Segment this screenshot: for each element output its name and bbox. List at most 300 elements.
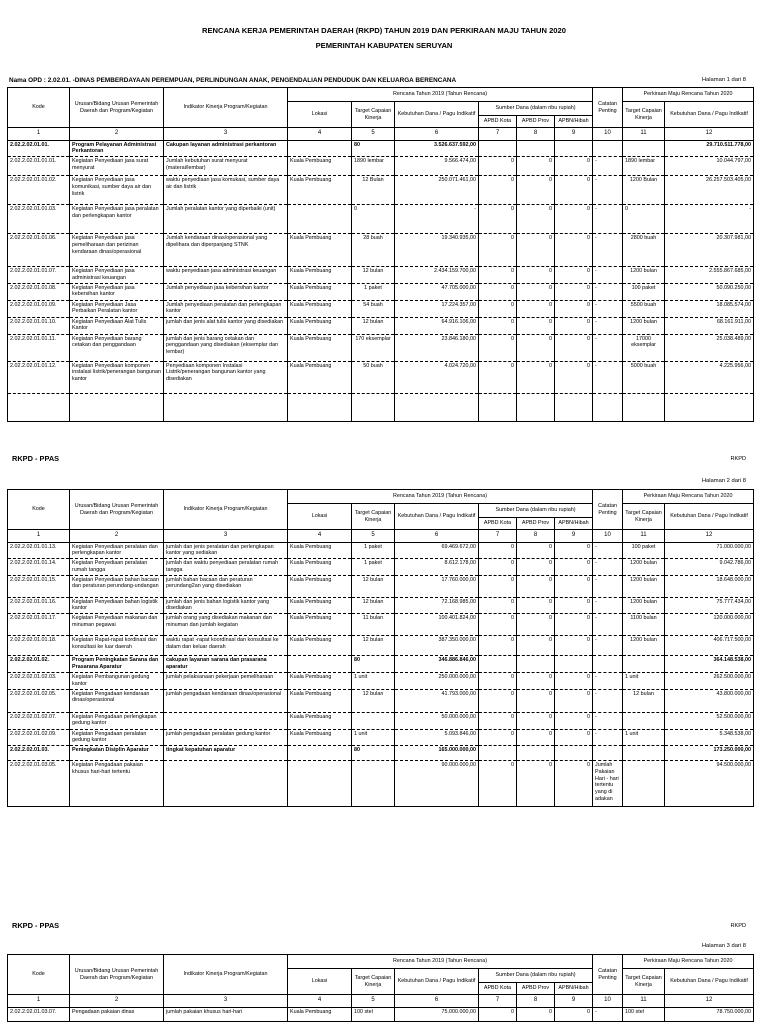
row-pagu: 250.071.461,00 xyxy=(395,176,479,205)
row-pagu-2020: 68.161.911,00 xyxy=(665,317,754,334)
col-header-catatan: Catatan Penting xyxy=(593,88,623,128)
page-number: Halaman 2 dari 8 xyxy=(701,478,746,484)
row-apbd-kota: 0 xyxy=(479,575,517,597)
row-apbn-hibah: 0 xyxy=(555,729,593,746)
row-target: 1 paket xyxy=(352,542,395,559)
row-lokasi: Kuala Pembuang xyxy=(288,712,352,729)
column-number: 8 xyxy=(517,530,555,543)
row-pagu: - xyxy=(395,205,479,234)
column-number: 1 xyxy=(8,128,70,141)
row-apbd-kota: 0 xyxy=(479,673,517,690)
row-uraian: Pengadaan pakaian dinas xyxy=(70,1007,164,1021)
row-apbn-hibah: 0 xyxy=(555,334,593,361)
row-pagu-2020: 173.250.000,00 xyxy=(665,746,754,761)
row-apbn-hibah: 0 xyxy=(555,317,593,334)
row-catatan xyxy=(593,140,623,157)
row-pagu: 90.000.000,00 xyxy=(395,761,479,807)
empty-cell xyxy=(395,393,479,421)
col-header-kebutuhan: Kebutuhan Dana / Pagu Indikatif xyxy=(395,969,479,995)
row-kode: 2.02.2.02.01.01.08. xyxy=(8,283,70,300)
col-header-target: Target Capaian Kinerja xyxy=(352,969,395,995)
row-apbd-prov: 0 xyxy=(517,575,555,597)
row-catatan: - xyxy=(593,559,623,576)
row-kode: 2.02.2.02.01.03.07. xyxy=(8,1007,70,1021)
row-indikator: jumlah dan waktu penyediaan peralatan rumah tangga xyxy=(164,559,288,576)
table-row xyxy=(8,746,754,761)
row-pagu-2020: 120.000.000,00 xyxy=(665,614,754,636)
row-target xyxy=(352,761,395,807)
row-pagu: 165.000.000,00 xyxy=(395,746,479,761)
row-target: 80 xyxy=(352,140,395,157)
row-lokasi: Kuala Pembuang xyxy=(288,673,352,690)
row-target-2020: 17000 eksemplar xyxy=(623,334,665,361)
row-catatan: - xyxy=(593,267,623,284)
row-apbd-prov: 0 xyxy=(517,761,555,807)
row-pagu-2020: 364.148.538,00 xyxy=(665,656,754,673)
table-row xyxy=(8,234,754,267)
row-catatan: - xyxy=(593,157,623,176)
row-uraian: Kegiatan Pengadaan peralatan gedung kantor xyxy=(70,729,164,746)
row-target-2020: 1200 bulan xyxy=(623,575,665,597)
column-number: 5 xyxy=(352,995,395,1008)
row-catatan: - xyxy=(593,673,623,690)
column-number: 9 xyxy=(555,128,593,141)
row-apbd-kota: 0 xyxy=(479,283,517,300)
row-apbd-prov xyxy=(517,656,555,673)
table-row xyxy=(8,283,754,300)
row-pagu: 346.886.846,00 xyxy=(395,656,479,673)
row-pagu: 19.340.935,00 xyxy=(395,234,479,267)
table-row xyxy=(8,689,754,712)
row-apbd-kota: 0 xyxy=(479,729,517,746)
col-header-apbd-kota: APBD Kota xyxy=(479,116,517,128)
row-target-2020: 1200 bulan xyxy=(623,597,665,614)
row-lokasi: Kuala Pembuang xyxy=(288,157,352,176)
opd-name: Nama OPD : 2.02.01. -DINAS PEMBERDAYAAN PEREMPUAN, PERLINDUNGAN ANAK, PENGENDALIAN PENDUDUK DAN KELUARGA BERENCANA xyxy=(9,77,457,84)
row-indikator: jumlah pengadaan peralatan gedung kantor xyxy=(164,729,288,746)
row-target-2020: 1200 bulan xyxy=(623,559,665,576)
row-uraian: Kegiatan Penyediaan jasa komunikasi, sumber daya air dan listrik xyxy=(70,176,164,205)
table-row xyxy=(8,205,754,234)
col-header-urusan: Urusan/Bidang Urusan Pemerintah Daerah dan Program/Kegiatan xyxy=(70,955,164,995)
table-row xyxy=(8,712,754,729)
row-pagu-2020: 18.085.574,00 xyxy=(665,300,754,317)
row-uraian: Kegiatan Penyediaan jasa administrasi keuangan xyxy=(70,267,164,284)
row-apbd-kota: 0 xyxy=(479,361,517,393)
col-header-target-2020: Target Capaian Kinerja xyxy=(623,102,665,128)
row-kode: 2.02.2.02.01.03. xyxy=(8,746,70,761)
row-uraian: Kegiatan Penyediaan jasa surat menyurat xyxy=(70,157,164,176)
col-header-lokasi: Lokasi xyxy=(288,969,352,995)
row-pagu-2020: 78.750.000,00 xyxy=(665,1007,754,1021)
row-apbn-hibah: 0 xyxy=(555,300,593,317)
row-kode: 2.02.2.02.01.02. xyxy=(8,656,70,673)
row-apbd-prov: 0 xyxy=(517,614,555,636)
row-target-2020: 1200 Bulan xyxy=(623,176,665,205)
row-target: 100 stel xyxy=(352,1007,395,1021)
empty-cell xyxy=(70,393,164,421)
col-header-kebutuhan-2020: Kebutuhan Dana / Pagu Indikatif xyxy=(665,504,754,530)
row-apbd-kota: 0 xyxy=(479,761,517,807)
row-catatan: - xyxy=(593,205,623,234)
row-indikator: jumlah dan jenis barang cetakan dan penggandaan yang disediakan (eksemplar dan lembar) xyxy=(164,334,288,361)
row-apbn-hibah: 0 xyxy=(555,176,593,205)
row-target: 12 bulan xyxy=(352,597,395,614)
row-indikator: jumlah dan jenis alat tulis kantor yang disediakan xyxy=(164,317,288,334)
row-pagu-2020: 26.257.503.405,00 xyxy=(665,176,754,205)
row-lokasi: Kuala Pembuang xyxy=(288,575,352,597)
row-catatan: - xyxy=(593,689,623,712)
row-uraian: Kegiatan Penyediaan Jasa Perbaikan Peralatan kantor xyxy=(70,300,164,317)
row-apbd-kota: 0 xyxy=(479,317,517,334)
row-apbd-prov: 0 xyxy=(517,542,555,559)
table-row xyxy=(8,597,754,614)
row-kode: 2.02.2.02.01.02.03. xyxy=(8,673,70,690)
row-pagu: 64.916.106,00 xyxy=(395,317,479,334)
row-uraian: Kegiatan Penyediaan bahan logistik kantor xyxy=(70,597,164,614)
row-indikator xyxy=(164,712,288,729)
col-header-apbn-hibah: APBN/Hibah xyxy=(555,116,593,128)
row-pagu-2020: 9.042.786,00 xyxy=(665,559,754,576)
col-header-sumber-dana: Sumber Dana (dalam ribu rupiah) xyxy=(479,504,593,518)
column-number: 10 xyxy=(593,995,623,1008)
column-number: 2 xyxy=(70,128,164,141)
row-apbd-prov: 0 xyxy=(517,334,555,361)
row-apbn-hibah: 0 xyxy=(555,361,593,393)
col-header-perkiraan-2020: Perkiraan Maju Rencana Tahun 2020 xyxy=(623,88,754,102)
table-row xyxy=(8,542,754,559)
row-apbd-kota: 0 xyxy=(479,267,517,284)
table-row xyxy=(8,614,754,636)
rkpd-table-page-2 xyxy=(7,489,754,807)
row-pagu-2020: - xyxy=(665,205,754,234)
row-pagu-2020: 29.710.511.778,00 xyxy=(665,140,754,157)
row-uraian: Program Peningkatan Sarana dan Prasarana Aparatur xyxy=(70,656,164,673)
row-uraian: Program Pelayanan Administrasi Perkantoran xyxy=(70,140,164,157)
row-pagu: 9.566.474,00 xyxy=(395,157,479,176)
column-number: 7 xyxy=(479,128,517,141)
col-header-kebutuhan-2020: Kebutuhan Dana / Pagu Indikatif xyxy=(665,969,754,995)
row-uraian: Kegiatan Penyediaan bahan bacaan dan peraturan perundang-undangan xyxy=(70,575,164,597)
row-apbn-hibah: 0 xyxy=(555,575,593,597)
empty-cell xyxy=(352,393,395,421)
row-pagu-2020: 52.500.000,00 xyxy=(665,712,754,729)
row-kode: 2.02.2.02.01.01.18. xyxy=(8,636,70,656)
row-indikator: jumlah bahan bacaan dan peraturan perundang2an yang disediakan xyxy=(164,575,288,597)
row-target: 12 bulan xyxy=(352,575,395,597)
row-target: 1890 lembar xyxy=(352,157,395,176)
column-number: 4 xyxy=(288,530,352,543)
col-header-target: Target Capaian Kinerja xyxy=(352,504,395,530)
row-target xyxy=(352,712,395,729)
empty-cell xyxy=(8,393,70,421)
empty-cell xyxy=(593,393,623,421)
column-number: 8 xyxy=(517,128,555,141)
row-indikator: jumlah dan jenis bahan logistik kantor yang disediakan xyxy=(164,597,288,614)
col-header-apbd-prov: APBD Prov xyxy=(517,983,555,995)
row-target: 1 unit xyxy=(352,673,395,690)
row-pagu-2020: 262.500.000,00 xyxy=(665,673,754,690)
row-target-2020: 5500 buah xyxy=(623,300,665,317)
row-lokasi: Kuala Pembuang xyxy=(288,542,352,559)
row-apbn-hibah: 0 xyxy=(555,761,593,807)
row-uraian: Kegiatan Pembangunan gedung kantor xyxy=(70,673,164,690)
col-header-indikator: Indikator Kinerja Program/Kegiatan xyxy=(164,88,288,128)
row-indikator: jumlah pelaksanaan pekerjaan pemeliharaan xyxy=(164,673,288,690)
row-kode: 2.02.2.02.01.01.06. xyxy=(8,234,70,267)
row-apbd-prov: 0 xyxy=(517,205,555,234)
row-pagu: 2.434.159.700,00 xyxy=(395,267,479,284)
row-apbd-kota xyxy=(479,140,517,157)
row-lokasi: Kuala Pembuang xyxy=(288,334,352,361)
row-lokasi: Kuala Pembuang xyxy=(288,361,352,393)
row-apbn-hibah: 0 xyxy=(555,636,593,656)
row-pagu-2020: 406.717.500,00 xyxy=(665,636,754,656)
row-apbn-hibah: 0 xyxy=(555,234,593,267)
row-apbd-prov: 0 xyxy=(517,636,555,656)
row-target: 1 paket xyxy=(352,559,395,576)
column-number: 4 xyxy=(288,995,352,1008)
row-apbd-prov: 0 xyxy=(517,234,555,267)
row-pagu: 5.093.846,00 xyxy=(395,729,479,746)
row-indikator: Penyediaan komponen Instalasi Listrik/penerangan bangunan kantor yang disediakan xyxy=(164,361,288,393)
row-apbd-kota: 0 xyxy=(479,234,517,267)
row-target-2020: 100 stel xyxy=(623,1007,665,1021)
table-row xyxy=(8,636,754,656)
row-apbn-hibah: 0 xyxy=(555,597,593,614)
row-target-2020: 1200 bulan xyxy=(623,267,665,284)
table-row xyxy=(8,176,754,205)
row-indikator: Jumlah peralatan kantor yang diperbaiki (unit) xyxy=(164,205,288,234)
row-target-2020: 100 paket xyxy=(623,542,665,559)
row-kode: 2.02.2.02.01.01.12. xyxy=(8,361,70,393)
row-apbn-hibah: 0 xyxy=(555,1007,593,1021)
col-header-catatan: Catatan Penting xyxy=(593,955,623,995)
row-pagu-2020: 2.555.867.685,00 xyxy=(665,267,754,284)
empty-cell xyxy=(288,393,352,421)
rkpd-table-page-3 xyxy=(7,954,754,1022)
row-pagu: 47.705.000,00 xyxy=(395,283,479,300)
row-pagu-2020: 94.500.000,00 xyxy=(665,761,754,807)
row-target-2020 xyxy=(623,761,665,807)
col-header-kebutuhan: Kebutuhan Dana / Pagu Indikatif xyxy=(395,504,479,530)
row-pagu: 100.401.824,00 xyxy=(395,614,479,636)
col-header-apbd-prov: APBD Prov xyxy=(517,518,555,530)
row-uraian: Kegiatan Penyediaan jasa pemeliharaan dan perizinan kendaraan dinas/operasional xyxy=(70,234,164,267)
table-row xyxy=(8,656,754,673)
row-apbd-kota: 0 xyxy=(479,157,517,176)
row-catatan xyxy=(593,656,623,673)
row-target: 80 xyxy=(352,656,395,673)
row-lokasi xyxy=(288,746,352,761)
row-catatan: - xyxy=(593,712,623,729)
row-lokasi: Kuala Pembuang xyxy=(288,729,352,746)
col-header-rencana-2019: Rencana Tahun 2019 (Tahun Rencana) xyxy=(288,955,593,969)
table-row xyxy=(8,761,754,807)
column-number: 12 xyxy=(665,995,754,1008)
col-header-apbd-kota: APBD Kota xyxy=(479,983,517,995)
column-number: 3 xyxy=(164,530,288,543)
row-indikator: Jumlah kebutuhan surat menyurat (materai/lembar) xyxy=(164,157,288,176)
col-header-target-2020: Target Capaian Kinerja xyxy=(623,969,665,995)
row-apbd-prov: 0 xyxy=(517,300,555,317)
row-pagu: 3.526.637.592,00 xyxy=(395,140,479,157)
row-lokasi: Kuala Pembuang xyxy=(288,283,352,300)
col-header-apbn-hibah: APBN/Hibah xyxy=(555,518,593,530)
row-target-2020: 12 bulan xyxy=(623,689,665,712)
col-header-indikator: Indikator Kinerja Program/Kegiatan xyxy=(164,490,288,530)
row-apbd-kota: 0 xyxy=(479,334,517,361)
row-pagu-2020: 25.038.489,00 xyxy=(665,334,754,361)
col-header-kode: Kode xyxy=(8,88,70,128)
row-apbd-prov xyxy=(517,140,555,157)
col-header-rencana-2019: Rencana Tahun 2019 (Tahun Rencana) xyxy=(288,490,593,504)
row-kode: 2.02.2.02.01.02.05. xyxy=(8,689,70,712)
row-target-2020: 1200 bulan xyxy=(623,636,665,656)
column-number: 10 xyxy=(593,128,623,141)
row-catatan: - xyxy=(593,636,623,656)
rkpd-table-page-1 xyxy=(7,87,754,422)
row-pagu: 17.760.000,00 xyxy=(395,575,479,597)
row-catatan: - xyxy=(593,334,623,361)
row-apbd-kota: 0 xyxy=(479,176,517,205)
column-number: 5 xyxy=(352,128,395,141)
row-target: 28 buah xyxy=(352,234,395,267)
empty-cell xyxy=(517,393,555,421)
row-catatan: - xyxy=(593,542,623,559)
row-pagu: 250.000.000,00 xyxy=(395,673,479,690)
row-pagu-2020: 20.307.981,00 xyxy=(665,234,754,267)
row-apbn-hibah: 0 xyxy=(555,614,593,636)
row-catatan: - xyxy=(593,361,623,393)
row-target-2020: 2800 buah xyxy=(623,234,665,267)
row-catatan: - xyxy=(593,614,623,636)
column-number: 7 xyxy=(479,995,517,1008)
row-apbn-hibah: 0 xyxy=(555,673,593,690)
row-apbd-kota: 0 xyxy=(479,1007,517,1021)
table-row xyxy=(8,673,754,690)
row-lokasi xyxy=(288,761,352,807)
row-apbd-prov xyxy=(517,746,555,761)
row-indikator: jumlah pengadaan kendaraan dinas/operasional xyxy=(164,689,288,712)
col-header-sumber-dana: Sumber Dana (dalam ribu rupiah) xyxy=(479,102,593,116)
empty-cell xyxy=(623,393,665,421)
footer-label: RKPD - PPAS xyxy=(12,921,60,930)
column-number: 12 xyxy=(665,128,754,141)
row-pagu: 75.000.000,00 xyxy=(395,1007,479,1021)
row-apbd-kota: 0 xyxy=(479,636,517,656)
row-uraian: Kegiatan Penyediaan peralatan dan perlengkapan kantor xyxy=(70,542,164,559)
row-apbn-hibah: 0 xyxy=(555,205,593,234)
row-uraian: Kegiatan Penyediaan peralatan rumah tangga xyxy=(70,559,164,576)
row-target: 170 eksemplar xyxy=(352,334,395,361)
row-lokasi: Kuala Pembuang xyxy=(288,267,352,284)
row-apbd-prov: 0 xyxy=(517,267,555,284)
column-number: 9 xyxy=(555,530,593,543)
row-apbn-hibah: 0 xyxy=(555,559,593,576)
col-header-sumber-dana: Sumber Dana (dalam ribu rupiah) xyxy=(479,969,593,983)
row-target-2020: 5000 buah xyxy=(623,361,665,393)
row-target-2020 xyxy=(623,712,665,729)
row-uraian: Kegiatan Penyediaan makanan dan minuman pegawai xyxy=(70,614,164,636)
row-apbd-kota xyxy=(479,656,517,673)
empty-cell xyxy=(665,393,754,421)
row-pagu: 41.793.000,00 xyxy=(395,689,479,712)
row-pagu-2020: 10.044.797,00 xyxy=(665,157,754,176)
row-kode: 2.02.2.02.01.01.16. xyxy=(8,597,70,614)
row-target: 12 bulan xyxy=(352,689,395,712)
row-pagu-2020: 50.090.250,00 xyxy=(665,283,754,300)
row-kode: 2.02.2.02.01.01.13. xyxy=(8,542,70,559)
row-pagu-2020: 43.800.000,00 xyxy=(665,689,754,712)
row-kode: 2.02.2.02.01.01.07. xyxy=(8,267,70,284)
row-kode: 2.02.2.02.01.01.10. xyxy=(8,317,70,334)
column-number: 11 xyxy=(623,128,665,141)
row-apbd-kota xyxy=(479,746,517,761)
row-catatan: - xyxy=(593,729,623,746)
col-header-target-2020: Target Capaian Kinerja xyxy=(623,504,665,530)
row-indikator: tingkat kepatuhan aparatur xyxy=(164,746,288,761)
row-kode: 2.02.2.02.01.01.11. xyxy=(8,334,70,361)
column-number: 1 xyxy=(8,530,70,543)
row-uraian: Kegiatan Pengadaan kendaraan dinas/operasional xyxy=(70,689,164,712)
row-apbd-prov: 0 xyxy=(517,673,555,690)
row-uraian: Kegiatan Penyediaan komponen instalasi listrik/penerangan bangunan kantor xyxy=(70,361,164,393)
row-apbd-prov: 0 xyxy=(517,729,555,746)
row-target-2020 xyxy=(623,140,665,157)
row-target-2020: 1100 bulan xyxy=(623,614,665,636)
col-header-lokasi: Lokasi xyxy=(288,102,352,128)
row-catatan: - xyxy=(593,575,623,597)
row-uraian: Kegiatan Penyediaan jasa kebersihan kantor xyxy=(70,283,164,300)
footer-label: RKPD - PPAS xyxy=(12,454,60,463)
row-kode: 2.02.2.02.01.03.05. xyxy=(8,761,70,807)
table-row xyxy=(8,300,754,317)
row-pagu: 8.612.178,00 xyxy=(395,559,479,576)
row-target-2020 xyxy=(623,656,665,673)
column-number: 10 xyxy=(593,530,623,543)
row-kode: 2.02.2.02.01.01.09. xyxy=(8,300,70,317)
row-indikator: Jumlah penyediaan peralatan dan perlengkapan kantor xyxy=(164,300,288,317)
col-header-lokasi: Lokasi xyxy=(288,504,352,530)
row-target-2020: 1890 lembar xyxy=(623,157,665,176)
row-target: 1 paket xyxy=(352,283,395,300)
row-indikator: Jumlah kendaraan dinas/operasional yang dipelihara dan diperpanjang STNK xyxy=(164,234,288,267)
row-kode: 2.02.2.02.01.01.03. xyxy=(8,205,70,234)
column-number: 3 xyxy=(164,128,288,141)
row-indikator: waktu rapat -rapat koordinasi dan konsultasi ke dalam dan keluar daerah xyxy=(164,636,288,656)
row-lokasi: Kuala Pembuang xyxy=(288,559,352,576)
row-apbd-prov: 0 xyxy=(517,176,555,205)
row-uraian: Kegiatan Penyediaan jasa peralatan dan perlengkapan kantor xyxy=(70,205,164,234)
row-apbd-kota: 0 xyxy=(479,559,517,576)
row-indikator: Cakupan layanan administrasi perkantoran xyxy=(164,140,288,157)
row-target-2020: 1 unit xyxy=(623,729,665,746)
row-indikator: jumlah dan jenis peralatan dan perlengkapan kantor yang sediakan xyxy=(164,542,288,559)
column-number: 6 xyxy=(395,530,479,543)
row-lokasi xyxy=(288,656,352,673)
row-uraian: Kegiatan Penyediaan Alat Tulis Kantor xyxy=(70,317,164,334)
row-pagu-2020: 18.648.000,00 xyxy=(665,575,754,597)
column-number: 2 xyxy=(70,995,164,1008)
col-header-urusan: Urusan/Bidang Urusan Pemerintah Daerah dan Program/Kegiatan xyxy=(70,490,164,530)
col-header-rencana-2019: Rencana Tahun 2019 (Tahun Rencana) xyxy=(288,88,593,102)
row-target: 80 xyxy=(352,746,395,761)
column-number: 2 xyxy=(70,530,164,543)
row-lokasi xyxy=(288,205,352,234)
row-kode: 2.02.2.02.01.02.09. xyxy=(8,729,70,746)
row-target: 12 bulan xyxy=(352,317,395,334)
